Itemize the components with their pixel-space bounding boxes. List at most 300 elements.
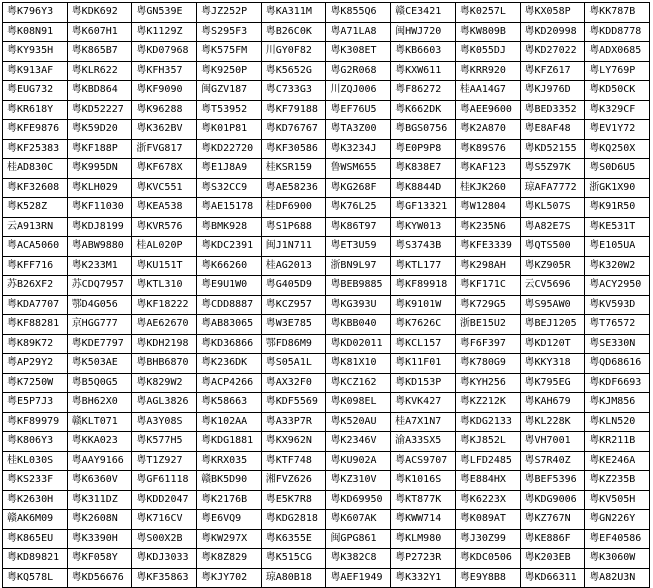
- plate-cell: 粤KDC0506: [455, 549, 520, 569]
- plate-cell: 川GY0F82: [261, 42, 326, 62]
- plate-cell: 粤KD20998: [520, 22, 585, 42]
- plate-cell: 粤KZ235B: [585, 471, 650, 491]
- plate-cell: 粤K855Q6: [326, 3, 391, 23]
- plate-cell: 粤K298AH: [455, 256, 520, 276]
- plate-cell: 粤S0D6U5: [585, 159, 650, 179]
- table-row: [3, 61, 650, 81]
- plate-cell: 粤AAY9166: [67, 451, 132, 471]
- plate-cell: 粤AE62670: [132, 315, 197, 335]
- plate-cell: 粤AE58236: [261, 178, 326, 198]
- plate-cell: 粤KYW013: [391, 217, 456, 237]
- plate-cell: 粤K362BV: [132, 120, 197, 140]
- table-row: [3, 256, 650, 276]
- plate-cell: 粤KYH256: [455, 373, 520, 393]
- plate-cell: 苏CDQ7957: [67, 276, 132, 296]
- plate-cell: 粤KFE3339: [455, 237, 520, 257]
- plate-cell: 粤K729G5: [455, 295, 520, 315]
- plate-cell: 粤K7626C: [391, 315, 456, 335]
- plate-cell: 粤K89K72: [3, 334, 68, 354]
- plate-cell: 粤KA311M: [261, 3, 326, 23]
- plate-cell: 桂KJK260: [455, 178, 520, 198]
- plate-cell: 粤K08N91: [3, 22, 68, 42]
- plate-cell: 粤KDC2391: [197, 237, 262, 257]
- plate-cell: 粤KJ976D: [520, 81, 585, 101]
- plate-cell: 粤K515CG: [261, 549, 326, 569]
- plate-cell: 浙GK1X90: [585, 178, 650, 198]
- plate-cell: 浙BN9L97: [326, 256, 391, 276]
- table-row: [3, 510, 650, 530]
- plate-cell: 赣KLT071: [67, 412, 132, 432]
- plate-cell: 粤SE330N: [585, 334, 650, 354]
- plate-cell: 粤K607H1: [67, 22, 132, 42]
- plate-cell: 粤KG393U: [326, 295, 391, 315]
- plate-cell: 赣AK6M09: [3, 510, 68, 530]
- plate-cell: 苏B26XF2: [3, 276, 68, 296]
- plate-cell: 粤GF61118: [132, 471, 197, 491]
- plate-cell: 粤KF9090: [132, 81, 197, 101]
- table-row: [3, 100, 650, 120]
- plate-cell: 琼A80B18: [261, 568, 326, 588]
- plate-cell: 浙BE15U2: [455, 315, 520, 335]
- plate-cell: 粤K6223X: [455, 490, 520, 510]
- plate-cell: 粤K838E7: [391, 159, 456, 179]
- plate-cell: 粤GF13321: [391, 198, 456, 218]
- plate-cell: 粤K5652G: [261, 61, 326, 81]
- plate-cell: 粤KCZ957: [261, 295, 326, 315]
- plate-cell: 粤AX32F0: [261, 373, 326, 393]
- plate-cell: 粤EV1Y72: [585, 120, 650, 140]
- plate-cell: 粤KDE7797: [67, 334, 132, 354]
- plate-cell: 粤KD07968: [132, 42, 197, 62]
- plate-cell: 粤K308ET: [326, 42, 391, 62]
- plate-cell: 桂A7X1N7: [391, 412, 456, 432]
- plate-cell: 粤K01P81: [197, 120, 262, 140]
- plate-cell: 粤W3E785: [261, 315, 326, 335]
- plate-cell: 粤KE886F: [520, 529, 585, 549]
- plate-cell: 粤KKA023: [67, 432, 132, 452]
- plate-cell: 粤K520AU: [326, 412, 391, 432]
- plate-cell: 粤KD52155: [520, 139, 585, 159]
- plate-cell: 粤K0257L: [455, 3, 520, 23]
- plate-cell: 粤JZ252P: [197, 3, 262, 23]
- plate-cell: 赣CE3421: [391, 3, 456, 23]
- plate-cell: 粤KF058Y: [67, 549, 132, 569]
- plate-cell: 粤KCZ162: [326, 373, 391, 393]
- plate-cell: 粤VH7001: [520, 432, 585, 452]
- plate-cell: 粤ET3U59: [326, 237, 391, 257]
- plate-cell: 粤A82U3N: [585, 568, 650, 588]
- plate-cell: 浙FVG817: [132, 139, 197, 159]
- plate-cell: 粤S00X2B: [132, 529, 197, 549]
- plate-cell: 粤KDJ3033: [132, 549, 197, 569]
- plate-cell: 粤K9101W: [391, 295, 456, 315]
- plate-cell: 粤BEB9885: [326, 276, 391, 296]
- plate-cell: 闽HWJ720: [391, 22, 456, 42]
- plate-cell: 粤ADX0685: [585, 42, 650, 62]
- plate-cell: 粤ABW9880: [67, 237, 132, 257]
- plate-cell: 粤AGL3826: [132, 393, 197, 413]
- plate-cell: 粤KLM980: [391, 529, 456, 549]
- plate-cell: 粤KK787B: [585, 3, 650, 23]
- plate-cell: 粤KFF716: [3, 256, 68, 276]
- plate-cell: 鲁WSM655: [326, 159, 391, 179]
- plate-cell: 粤K055DJ: [455, 42, 520, 62]
- table-row: [3, 81, 650, 101]
- plate-cell: 粤A71LA8: [326, 22, 391, 42]
- table-row: [3, 120, 650, 140]
- plate-cell: 粤K233M1: [67, 256, 132, 276]
- plate-cell: 粤K9250P: [197, 61, 262, 81]
- plate-cell: 粤EF76U5: [326, 100, 391, 120]
- plate-cell: 粤KD89821: [3, 549, 68, 569]
- plate-cell: 粤KF79188: [261, 100, 326, 120]
- plate-cell: 粤K503AE: [67, 354, 132, 374]
- plate-cell: 桂KL030S: [3, 451, 68, 471]
- plate-cell: 粤F6F397: [455, 334, 520, 354]
- table-row: [3, 471, 650, 491]
- plate-cell: 粤K59D20: [67, 120, 132, 140]
- plate-cell: 粤K2346V: [326, 432, 391, 452]
- table-row: [3, 295, 650, 315]
- plate-cell: 粤J30Z99: [455, 529, 520, 549]
- plate-cell: 粤K2A870: [455, 120, 520, 140]
- plate-cell: 粤E5K7R8: [261, 490, 326, 510]
- plate-cell: 粤KDF5569: [261, 393, 326, 413]
- plate-cell: 粤E105UA: [585, 237, 650, 257]
- plate-cell: 粤KZ905R: [520, 256, 585, 276]
- plate-cell: 粤E6VQ9: [197, 510, 262, 530]
- plate-cell: 粤K1129Z: [132, 22, 197, 42]
- plate-cell: 粤KRX035: [197, 451, 262, 471]
- plate-cell: 粤KL228K: [520, 412, 585, 432]
- plate-cell: 粤KTF748: [261, 451, 326, 471]
- plate-cell: 粤KBD864: [67, 81, 132, 101]
- plate-cell: 桂AG2013: [261, 256, 326, 276]
- plate-cell: 粤K236DK: [197, 354, 262, 374]
- plate-cell: 粤KD22720: [197, 139, 262, 159]
- plate-cell: 粤GN226Y: [585, 510, 650, 530]
- plate-cell: 粤KJM856: [585, 393, 650, 413]
- plate-cell: 粤KDG2818: [261, 510, 326, 530]
- plate-cell: 粤K76L25: [326, 198, 391, 218]
- plate-cell: 粤BMK928: [197, 217, 262, 237]
- plate-cell: 粤K913AF: [3, 61, 68, 81]
- plate-cell: 粤KAH679: [520, 393, 585, 413]
- plate-cell: 粤B26C0K: [261, 22, 326, 42]
- plate-cell: 粤E8AF48: [520, 120, 585, 140]
- table-row: [3, 178, 650, 198]
- plate-cell: 粤G2R068: [326, 61, 391, 81]
- plate-cell: 粤S5Z97K: [520, 159, 585, 179]
- plate-table-body: [3, 3, 650, 588]
- table-row: [3, 568, 650, 588]
- table-row: [3, 412, 650, 432]
- plate-cell: 粤K865EU: [3, 529, 68, 549]
- plate-cell: 粤E5P7J3: [3, 393, 68, 413]
- plate-cell: 粤TA3Z00: [326, 120, 391, 140]
- table-row: [3, 42, 650, 62]
- plate-cell: 川ZQJ006: [326, 81, 391, 101]
- table-row: [3, 139, 650, 159]
- plate-cell: 粤KDG1881: [197, 432, 262, 452]
- plate-cell: 粤A82E7S: [520, 217, 585, 237]
- plate-cell: 粤KD76767: [261, 120, 326, 140]
- plate-cell: 粤K806Y3: [3, 432, 68, 452]
- plate-cell: 粤K81X10: [326, 354, 391, 374]
- plate-cell: 粤AB83065: [197, 315, 262, 335]
- plate-cell: 粤B5Q0G5: [67, 373, 132, 393]
- plate-cell: 粤KRR920: [455, 61, 520, 81]
- table-row: [3, 393, 650, 413]
- plate-cell: 粤KF678X: [132, 159, 197, 179]
- plate-cell: 粤P2723R: [391, 549, 456, 569]
- plate-cell: 粤K89S76: [455, 139, 520, 159]
- plate-cell: 闽J1N711: [261, 237, 326, 257]
- plate-cell: 桂DF6900: [261, 198, 326, 218]
- plate-cell: 粤KG268F: [326, 178, 391, 198]
- plate-cell: 粤KE246A: [585, 451, 650, 471]
- plate-cell: 粤S05A1L: [261, 354, 326, 374]
- plate-cell: 粤K2630H: [3, 490, 68, 510]
- plate-cell: 粤KBB040: [326, 315, 391, 335]
- plate-cell: 粤KDK692: [67, 3, 132, 23]
- plate-cell: 粤KQ250X: [585, 139, 650, 159]
- plate-cell: 琼AFA7772: [520, 178, 585, 198]
- table-row: [3, 22, 650, 42]
- plate-cell: 粤BED3352: [520, 100, 585, 120]
- plate-cell: 粤QTS500: [520, 237, 585, 257]
- plate-cell: 粤KD69950: [326, 490, 391, 510]
- plate-cell: 粤K2176B: [197, 490, 262, 510]
- plate-cell: 粤KWW714: [391, 510, 456, 530]
- plate-cell: 粤KU151T: [132, 256, 197, 276]
- plate-cell: 粤K311DZ: [67, 490, 132, 510]
- plate-cell: 粤K3060W: [585, 549, 650, 569]
- plate-cell: 粤K8Z829: [197, 549, 262, 569]
- plate-cell: 粤KD153P: [391, 373, 456, 393]
- plate-cell: 粤KL507S: [520, 198, 585, 218]
- plate-cell: 粤KF89979: [3, 412, 68, 432]
- plate-cell: 粤K6355E: [261, 529, 326, 549]
- plate-cell: 粤S1P688: [261, 217, 326, 237]
- plate-cell: 粤G405D9: [261, 276, 326, 296]
- plate-cell: 粤K829W2: [132, 373, 197, 393]
- table-row: [3, 237, 650, 257]
- plate-cell: 粤KDD8778: [585, 22, 650, 42]
- plate-cell: 粤KVC551: [132, 178, 197, 198]
- plate-cell: 粤K66260: [197, 256, 262, 276]
- plate-cell: 粤E1J8A9: [197, 159, 262, 179]
- plate-cell: 粤KU902A: [326, 451, 391, 471]
- plate-cell: 粤K3234J: [326, 139, 391, 159]
- plate-cell: 粤E0P9P8: [391, 139, 456, 159]
- plate-cell: 粤K96288: [132, 100, 197, 120]
- plate-cell: 粤K91R50: [585, 198, 650, 218]
- plate-cell: 粤QD68616: [585, 354, 650, 374]
- plate-cell: 粤KF171C: [455, 276, 520, 296]
- table-row: [3, 198, 650, 218]
- plate-cell: 粤W12804: [455, 198, 520, 218]
- plate-cell: 粤KKY318: [520, 354, 585, 374]
- plate-cell: 粤AP29Y2: [3, 354, 68, 374]
- plate-cell: 粤C733G3: [261, 81, 326, 101]
- plate-cell: 粤K575FM: [197, 42, 262, 62]
- plate-cell: 粤S32CC9: [197, 178, 262, 198]
- plate-cell: 桂AA14G7: [455, 81, 520, 101]
- plate-cell: 粤KD56676: [67, 568, 132, 588]
- plate-cell: 粤KF30586: [261, 139, 326, 159]
- plate-cell: 粤KS233F: [3, 471, 68, 491]
- table-row: [3, 549, 650, 569]
- plate-cell: 粤KW297X: [197, 529, 262, 549]
- plate-cell: 粤E884HX: [455, 471, 520, 491]
- plate-cell: 粤CDD8887: [197, 295, 262, 315]
- plate-cell: 粤KDH2198: [132, 334, 197, 354]
- plate-cell: 渝A33SX5: [391, 432, 456, 452]
- plate-cell: 粤KFE9876: [3, 120, 68, 140]
- plate-cell: 粤KJ852L: [455, 432, 520, 452]
- plate-cell: 粤KVR576: [132, 217, 197, 237]
- plate-cell: 粤BEJ1205: [520, 315, 585, 335]
- table-row: [3, 3, 650, 23]
- plate-cell: 粤KR618Y: [3, 100, 68, 120]
- plate-cell: 粤KD27022: [520, 42, 585, 62]
- plate-cell: 粤KF188P: [67, 139, 132, 159]
- plate-cell: 粤ACP4266: [197, 373, 262, 393]
- plate-table: [2, 2, 650, 588]
- plate-cell: 粤KX058P: [520, 3, 585, 23]
- plate-cell: 粤KDJ8199: [67, 217, 132, 237]
- plate-cell: 粤ACY2950: [585, 276, 650, 296]
- plate-cell: 粤K1016S: [391, 471, 456, 491]
- plate-cell: 闽GZV187: [197, 81, 262, 101]
- table-row: [3, 451, 650, 471]
- plate-cell: 粤K332Y1: [391, 568, 456, 588]
- plate-cell: 粤ACA5060: [3, 237, 68, 257]
- plate-cell: 闽GPG861: [326, 529, 391, 549]
- plate-cell: 粤K382C8: [326, 549, 391, 569]
- plate-cell: 粤A3Y08S: [132, 412, 197, 432]
- plate-cell: 粤F86272: [391, 81, 456, 101]
- plate-cell: 云CV5696: [520, 276, 585, 296]
- plate-cell: 粤K607AK: [326, 510, 391, 530]
- plate-cell: 粤K528Z: [3, 198, 68, 218]
- table-row: [3, 373, 650, 393]
- table-row: [3, 529, 650, 549]
- plate-cell: 粤KX962N: [261, 432, 326, 452]
- plate-cell: 粤KDG9006: [520, 490, 585, 510]
- plate-cell: 桂AL020P: [132, 237, 197, 257]
- plate-cell: 粤E9Y8B8: [455, 568, 520, 588]
- plate-cell: 粤K780G9: [455, 354, 520, 374]
- plate-cell: 粤KZ767N: [520, 510, 585, 530]
- plate-cell: 粤KTL310: [132, 276, 197, 296]
- plate-cell: 粤KTL177: [391, 256, 456, 276]
- plate-cell: 粤KXW611: [391, 61, 456, 81]
- plate-cell: 粤KD66311: [520, 568, 585, 588]
- plate-cell: 粤KLR622: [67, 61, 132, 81]
- plate-cell: 粤KF18222: [132, 295, 197, 315]
- plate-cell: 粤K716CV: [132, 510, 197, 530]
- plate-cell: 粤AE15178: [197, 198, 262, 218]
- table-row: [3, 490, 650, 510]
- plate-cell: 粤KF89918: [391, 276, 456, 296]
- plate-cell: 粤KLN520: [585, 412, 650, 432]
- plate-cell: 粤KE531T: [585, 217, 650, 237]
- plate-cell: 粤K58663: [197, 393, 262, 413]
- plate-cell: 粤K2608N: [67, 510, 132, 530]
- plate-cell: 粤K795EG: [520, 373, 585, 393]
- plate-cell: 粤A33P7R: [261, 412, 326, 432]
- plate-cell: 粤KCL157: [391, 334, 456, 354]
- plate-cell: 粤KV593D: [585, 295, 650, 315]
- plate-cell: 粤K329CF: [585, 100, 650, 120]
- plate-cell: 粤KZ212K: [455, 393, 520, 413]
- plate-cell: 粤KY935H: [3, 42, 68, 62]
- plate-cell: 京HGG777: [67, 315, 132, 335]
- plate-cell: 粤KAF123: [455, 159, 520, 179]
- plate-cell: 粤KD50CK: [585, 81, 650, 101]
- plate-cell: 粤K662DK: [391, 100, 456, 120]
- plate-cell: 粤AEE9600: [455, 100, 520, 120]
- plate-cell: 粤KQ578L: [3, 568, 68, 588]
- plate-cell: 粤KFH357: [132, 61, 197, 81]
- plate-cell: 粤KD52227: [67, 100, 132, 120]
- plate-cell: 粤KF88281: [3, 315, 68, 335]
- plate-cell: 粤KD02011: [326, 334, 391, 354]
- plate-cell: 粤KF35863: [132, 568, 197, 588]
- plate-cell: 粤EUG732: [3, 81, 68, 101]
- plate-cell: 桂AD830C: [3, 159, 68, 179]
- plate-cell: 粤K203EB: [520, 549, 585, 569]
- table-row: [3, 334, 650, 354]
- plate-cell: 粤T76572: [585, 315, 650, 335]
- plate-cell: 粤S295F3: [197, 22, 262, 42]
- plate-cell: 粤BH62X0: [67, 393, 132, 413]
- plate-cell: 粤S3743B: [391, 237, 456, 257]
- plate-cell: 粤EF40586: [585, 529, 650, 549]
- plate-cell: 粤K320W2: [585, 256, 650, 276]
- table-row: [3, 315, 650, 335]
- plate-cell: 粤KFZ617: [520, 61, 585, 81]
- plate-cell: 粤KT877K: [391, 490, 456, 510]
- plate-cell: 粤KLH029: [67, 178, 132, 198]
- plate-cell: 粤KJY702: [197, 568, 262, 588]
- plate-cell: 粤KD120T: [520, 334, 585, 354]
- plate-cell: 粤KDF6693: [585, 373, 650, 393]
- plate-cell: 粤T1Z927: [132, 451, 197, 471]
- plate-cell: 粤LFD2485: [455, 451, 520, 471]
- plate-cell: 粤KF32608: [3, 178, 68, 198]
- plate-cell: 粤ACS9707: [391, 451, 456, 471]
- plate-cell: 粤E9U1W0: [197, 276, 262, 296]
- table-row: [3, 217, 650, 237]
- plate-cell: 粤KW809B: [455, 22, 520, 42]
- plate-cell: 粤K6360V: [67, 471, 132, 491]
- plate-cell: 粤KDG2133: [455, 412, 520, 432]
- plate-cell: 粤K102AA: [197, 412, 262, 432]
- plate-cell: 粤KB6603: [391, 42, 456, 62]
- plate-cell: 粤KEA538: [132, 198, 197, 218]
- plate-cell: 粤BHB6870: [132, 354, 197, 374]
- plate-cell: 粤T53952: [197, 100, 262, 120]
- table-row: [3, 276, 650, 296]
- plate-cell: 粤KR211B: [585, 432, 650, 452]
- plate-cell: 粤K577H5: [132, 432, 197, 452]
- plate-cell: 粤KDA7707: [3, 295, 68, 315]
- plate-cell: 粤K995DN: [67, 159, 132, 179]
- plate-cell: 粤K865B7: [67, 42, 132, 62]
